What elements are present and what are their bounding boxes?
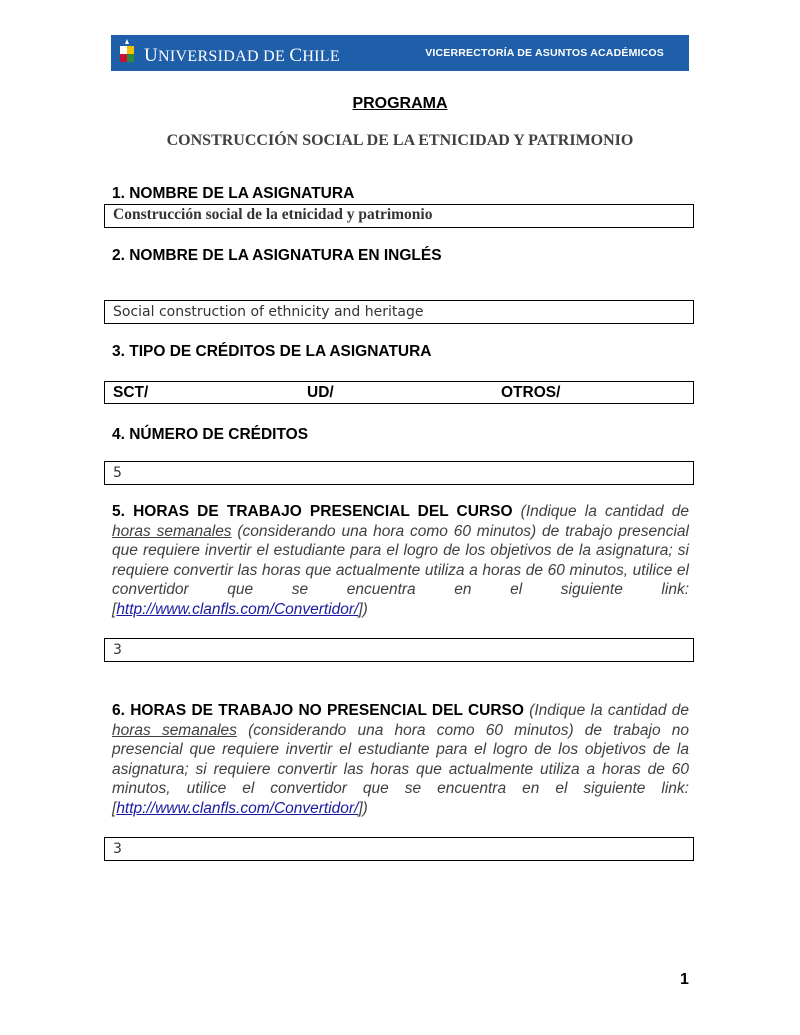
credit-type-sct: SCT/ (113, 384, 149, 401)
page-title: PROGRAMA (352, 95, 448, 112)
convertidor-link[interactable]: http://www.clanfls.com/Convertidor/ (116, 600, 359, 618)
section-4-heading: 4. NÚMERO DE CRÉDITOS (112, 426, 309, 443)
page-number: 1 (680, 971, 689, 988)
section-5-value: 3 (113, 642, 122, 658)
section-2-value: Social construction of ethnicity and heritage (113, 304, 424, 320)
section-5-paragraph: 5. HORAS DE TRABAJO PRESENCIAL DEL CURSO (Indique la cantidad de horas semanales (considerando una hora como 60 minutos) de trabajo presencial que requiere invertir el estudiante para el logro de los objetivos de la asignatura; si requiere convertir las horas que actualmente utiliza a horas de 60 minutos, utilice el convertidor que se encuentra en el siguiente link: [http://www.clanfls.com/Convertidor/]) (112, 503, 689, 618)
section-5-heading: 5. HORAS DE TRABAJO PRESENCIAL DEL CURSO (112, 503, 513, 520)
section-5-box (104, 638, 694, 662)
university-shield-icon (117, 39, 137, 67)
vicerrectoria-label: VICERRECTORÍA DE ASUNTOS ACADÉMICOS (425, 47, 664, 59)
section-2-heading: 2. NOMBRE DE LA ASIGNATURA EN INGLÉS (112, 247, 442, 264)
section-4-box (104, 461, 694, 485)
section-6-box (104, 837, 694, 861)
header-banner (111, 35, 689, 71)
section-6-paragraph: 6. HORAS DE TRABAJO NO PRESENCIAL DEL CURSO (Indique la cantidad de horas semanales (considerando una hora como 60 minutos) de trabajo no presencial que requiere invertir el estudiante para el logro de los objetivos de la asignatura; si requiere convertir las horas que actualmente utiliza a horas de 60 minutos, utilice el convertidor que se encuentra en el siguiente link: [http://www.clanfls.com/Convertidor/]) (112, 702, 689, 817)
section-1-box (104, 204, 694, 228)
convertidor-link-2[interactable]: http://www.clanfls.com/Convertidor/ (116, 799, 359, 817)
section-6-value: 3 (113, 841, 122, 857)
section-6-heading: 6. HORAS DE TRABAJO NO PRESENCIAL DEL CURSO (112, 702, 524, 719)
section-3-box (104, 381, 694, 404)
university-name: UNIVERSIDAD DE CHILE (144, 45, 340, 66)
section-1-heading: 1. NOMBRE DE LA ASIGNATURA (112, 185, 355, 202)
section-4-value: 5 (113, 465, 122, 481)
credit-type-ud: UD/ (307, 384, 334, 401)
section-3-heading: 3. TIPO DE CRÉDITOS DE LA ASIGNATURA (112, 343, 432, 360)
credit-type-otros: OTROS/ (501, 384, 561, 401)
course-subtitle: CONSTRUCCIÓN SOCIAL DE LA ETNICIDAD Y PATRIMONIO (166, 132, 634, 149)
section-2-box (104, 300, 694, 324)
section-1-value: Construcción social de la etnicidad y patrimonio (113, 206, 433, 223)
